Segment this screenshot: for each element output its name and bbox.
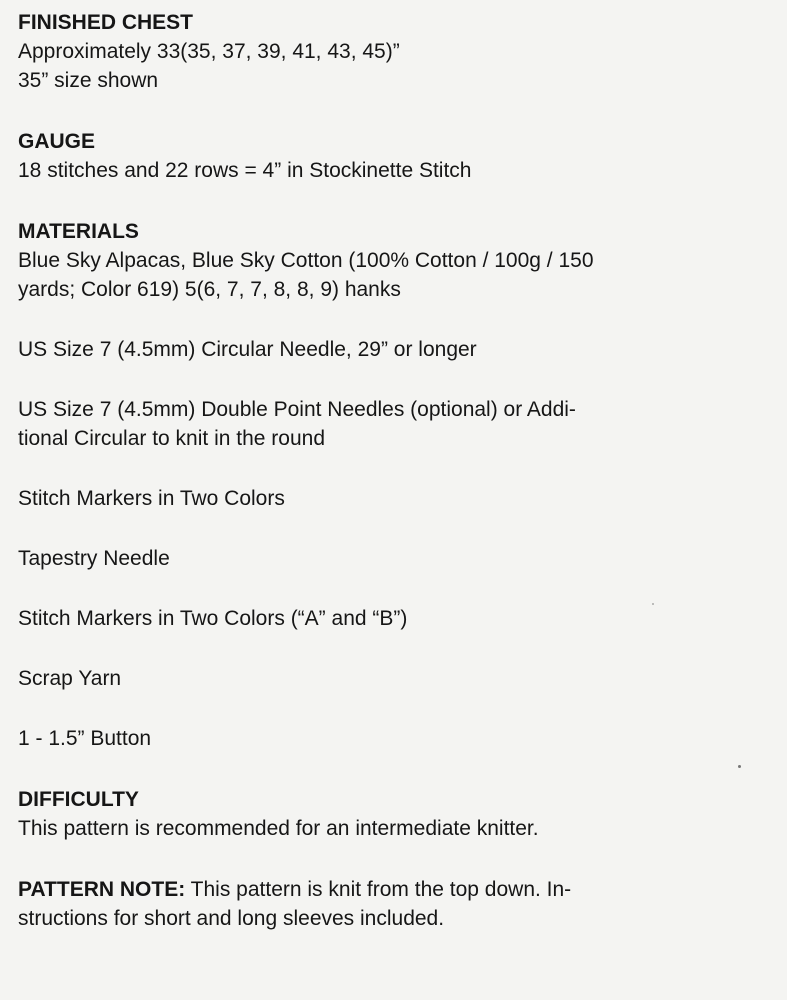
pattern-note-line2: structions for short and long sleeves included.	[18, 907, 445, 930]
pattern-note-text-1: This pattern is knit from the top down. In-	[185, 878, 572, 901]
gauge-section	[18, 127, 770, 185]
material-yarn-line2: yards; Color 619) 5(6, 7, 7, 8, 8, 9) hanks	[18, 278, 401, 301]
material-stitch-markers: Stitch Markers in Two Colors	[18, 487, 285, 510]
pattern-note-line1	[18, 875, 770, 904]
pattern-note-section	[18, 875, 770, 933]
material-yarn-line1: Blue Sky Alpacas, Blue Sky Cotton (100% Cotton / 100g / 150	[18, 249, 594, 272]
material-dpn-line1: US Size 7 (4.5mm) Double Point Needles (optional) or Addi-	[18, 398, 576, 421]
pattern-specs	[18, 8, 770, 933]
material-stitch-markers-ab: Stitch Markers in Two Colors (“A” and “B”)	[18, 607, 408, 630]
material-button: 1 - 1.5” Button	[18, 727, 152, 750]
material-tapestry-needle: Tapestry Needle	[18, 547, 170, 570]
materials-section	[18, 217, 770, 753]
finished-chest-sizes: Approximately 33(35, 37, 39, 41, 43, 45)”	[18, 40, 400, 63]
difficulty-text: This pattern is recommended for an intermediate knitter.	[18, 817, 539, 840]
difficulty-heading: DIFFICULTY	[18, 788, 139, 811]
scan-speck	[652, 603, 654, 605]
finished-chest-section	[18, 8, 770, 95]
materials-heading: MATERIALS	[18, 220, 139, 243]
material-circular-needle: US Size 7 (4.5mm) Circular Needle, 29” or longer	[18, 338, 477, 361]
finished-chest-size-shown: 35” size shown	[18, 69, 159, 92]
difficulty-section	[18, 785, 770, 843]
scan-speck	[738, 765, 741, 768]
material-scrap-yarn: Scrap Yarn	[18, 667, 122, 690]
gauge-text: 18 stitches and 22 rows = 4” in Stockinette Stitch	[18, 159, 472, 182]
finished-chest-heading: FINISHED CHEST	[18, 11, 194, 34]
gauge-heading: GAUGE	[18, 130, 96, 153]
material-dpn-line2: tional Circular to knit in the round	[18, 427, 325, 450]
pattern-note-label: PATTERN NOTE:	[18, 878, 186, 901]
